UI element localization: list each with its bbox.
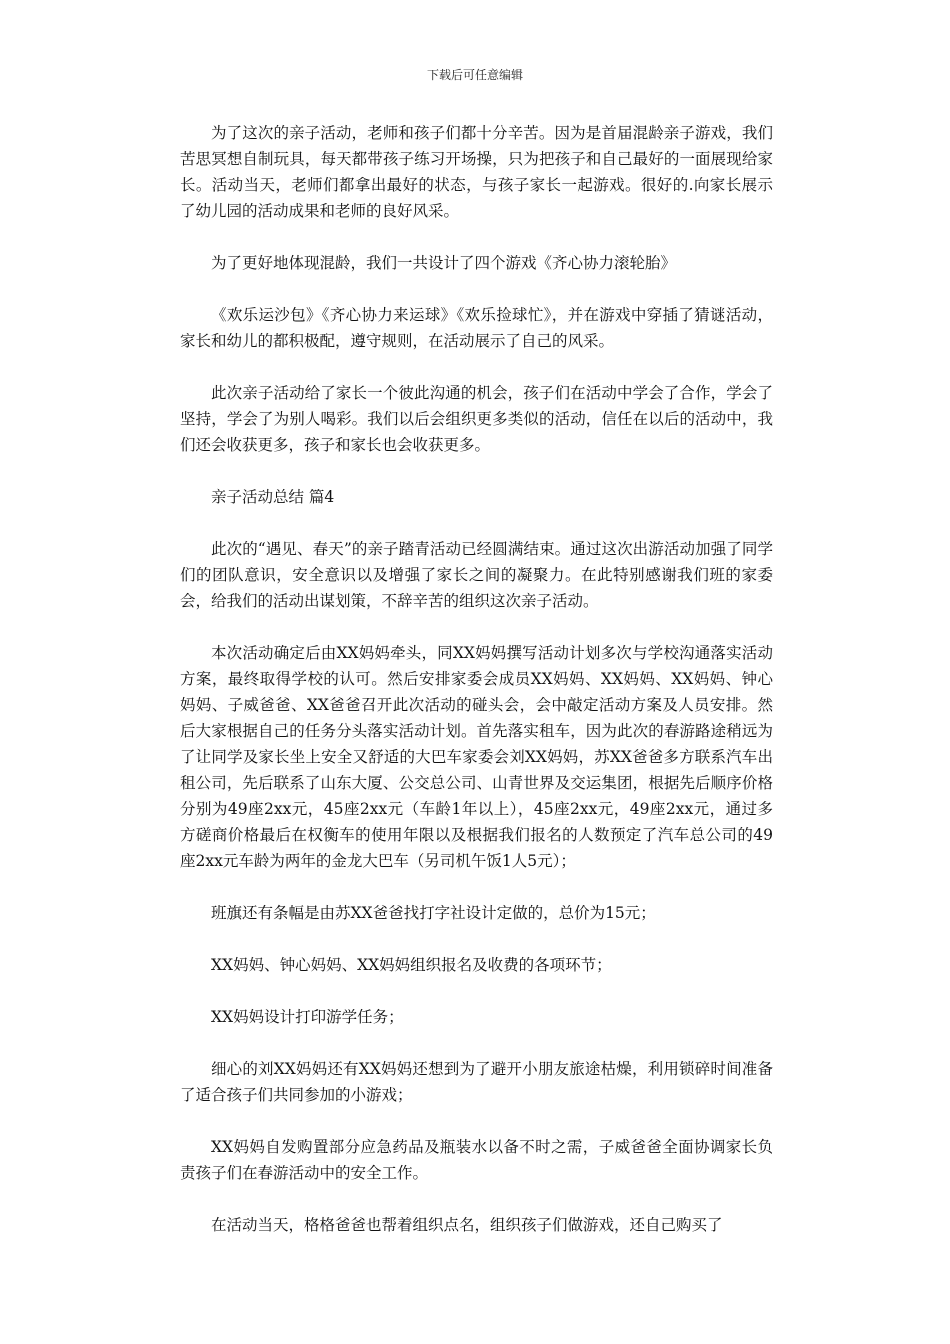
document-body (180, 120, 773, 1264)
paragraph: 为了更好地体现混龄，我们一共设计了四个游戏《齐心协力滚轮胎》 (211, 254, 677, 272)
paragraph: 《欢乐运沙包》《齐心协力来运球》《欢乐捡球忙》，并在游戏中穿插了猜谜活动，家长和幼儿的都积极配，遵守规则，在活动展示了自己的风采。 (180, 306, 773, 350)
paragraph: 此次的“遇见、春天”的亲子踏青活动已经圆满结束。通过这次出游活动加强了同学们的团队意识，安全意识以及增强了家长之间的凝聚力。在此特别感谢我们班的家委会，给我们的活动出谋划策，不辞辛苦的组织这次亲子活动。 (180, 540, 773, 610)
page-header: 下载后可任意编辑 (426, 68, 523, 82)
paragraph: XX妈妈设计打印游学任务； (211, 1008, 404, 1026)
paragraph: 细心的刘XX妈妈还有XX妈妈还想到为了避开小朋友旅途枯燥，利用锁碎时间准备了适合孩子们共同参加的小游戏； (180, 1060, 773, 1104)
paragraph: 本次活动确定后由XX妈妈牵头，同XX妈妈撰写活动计划多次与学校沟通落实活动方案，最终取得学校的认可。然后安排家委会成员XX妈妈、XX妈妈、XX妈妈、钟心妈妈、子威爸爸、XX爸爸召开此次活动的碰头会，会中敲定活动方案及人员安排。然后大家根据自己的任务分头落实活动计划。首先落实租车，因为此次的春游路途稍远为了让同学及家长坐上安全又舒适的大巴车家委会刘XX妈妈，苏XX爸爸多方联系汽车出租公司，先后联系了山东大厦、公交总公司、山青世界及交运集团，根据先后顺序价格分别为49座2xx元，45座2xx元（车龄1年以上），45座2xx元，49座2xx元，通过多方磋商价格最后在权衡车的使用年限以及根据我们报名的人数预定了汽车总公司的49座2xx元车龄为两年的金龙大巴车（另司机午饭1人5元）； (180, 644, 773, 870)
paragraph: 为了这次的亲子活动，老师和孩子们都十分辛苦。因为是首届混龄亲子游戏，我们苦思冥想自制玩具，每天都带孩子练习开场操，只为把孩子和自己最好的一面展现给家长。活动当天，老师们都拿出最好的状态，与孩子家长一起游戏。很好的.向家长展示了幼儿园的活动成果和老师的良好风采。 (180, 124, 773, 220)
paragraph: XX妈妈自发购置部分应急药品及瓶装水以备不时之需，子威爸爸全面协调家长负责孩子们在春游活动中的安全工作。 (180, 1138, 773, 1182)
paragraph: 此次亲子活动给了家长一个彼此沟通的机会，孩子们在活动中学会了合作，学会了坚持，学会了为别人喝彩。我们以后会组织更多类似的活动，信任在以后的活动中，我们还会收获更多，孩子和家长也会收获更多。 (180, 384, 773, 454)
paragraph: 班旗还有条幅是由苏XX爸爸找打字社设计定做的，总价为15元； (211, 904, 656, 922)
paragraph: 在活动当天，格格爸爸也帮着组织点名，组织孩子们做游戏，还自己购买了 (211, 1216, 723, 1234)
section-heading: 亲子活动总结 篇4 (211, 488, 335, 506)
paragraph: XX妈妈、钟心妈妈、XX妈妈组织报名及收费的各项环节； (211, 956, 612, 974)
